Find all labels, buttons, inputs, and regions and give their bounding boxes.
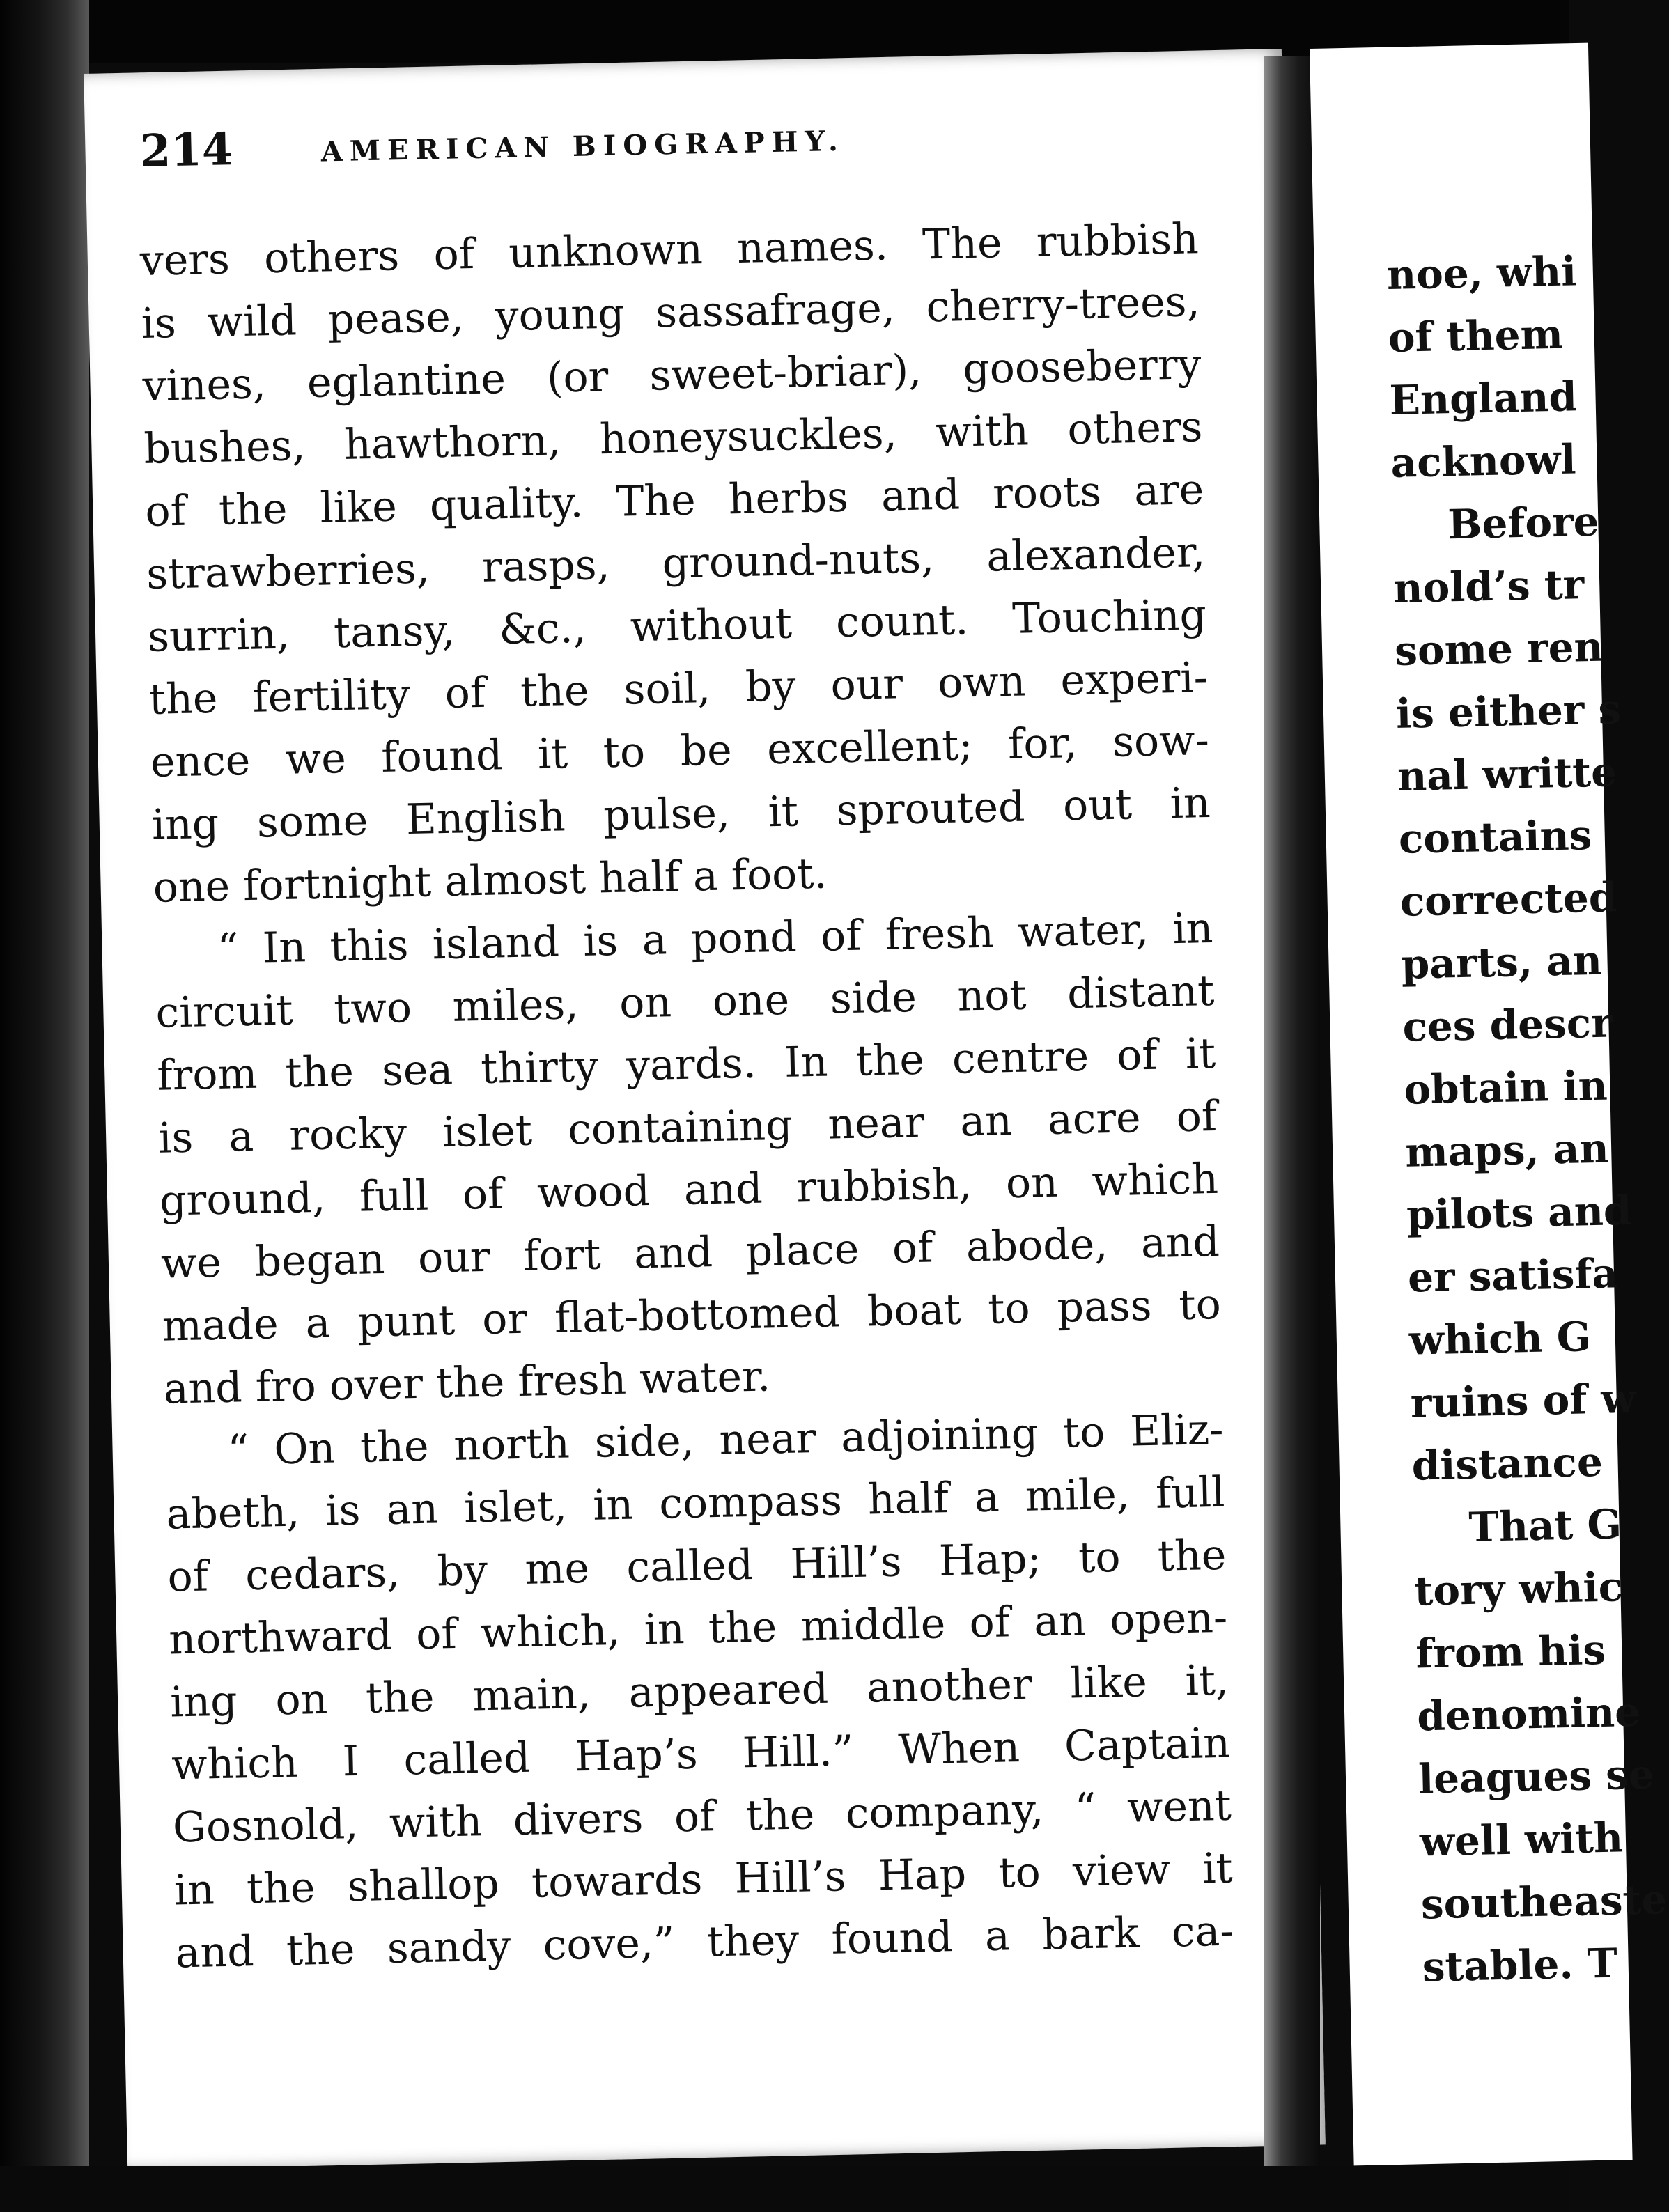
text-line: is a rocky islet containing near an acre of (157, 1091, 1218, 1163)
text-line: in the shallop towards Hill’s Hap to view it (173, 1844, 1234, 1915)
book-gutter (1264, 56, 1320, 2201)
text-line: vines, eglantine (or sweet-briar), gooseberry (141, 340, 1202, 411)
text-line: tory whic (1413, 1563, 1624, 1615)
text-line: and fro over the fresh water. (163, 1352, 771, 1414)
text-line: surrin, tansy, &c., without count. Touching (147, 591, 1207, 662)
text-line: and the sandy cove,” they found a bark ca- (175, 1906, 1235, 1978)
text-line: made a punt or flat-bottomed boat to pass to (162, 1279, 1222, 1351)
text-line: nal writte (1397, 748, 1617, 800)
text-line: southeaste (1420, 1876, 1668, 1929)
right-page-text (1386, 240, 1668, 1998)
text-line: some ren (1394, 623, 1604, 675)
text-line: ground, full of wood and rubbish, on which (159, 1154, 1219, 1226)
text-line: contains (1398, 811, 1592, 863)
text-line: of the like quality. The herbs and roots are (144, 465, 1204, 536)
text-line: Before (1447, 497, 1600, 549)
text-line: er satisfa (1407, 1249, 1619, 1302)
text-line: nold’s tr (1392, 561, 1585, 612)
text-line: stable. T (1422, 1939, 1618, 1991)
text-line: maps, an (1404, 1124, 1610, 1176)
text-line: obtain in (1403, 1061, 1608, 1114)
page-number: 214 (139, 123, 234, 178)
text-line: abeth, is an islet, in compass half a mile, full (165, 1467, 1226, 1539)
text-line: is either s (1395, 685, 1622, 738)
text-line: from the sea thirty yards. In the centre of it (156, 1029, 1216, 1100)
book-edge-shadow (0, 0, 89, 2212)
scan-background-bottom (0, 2166, 1569, 2212)
text-line: noe, whi (1386, 247, 1577, 299)
text-line: ence we found it to be excellent; for, sow- (150, 716, 1210, 787)
text-line: England (1389, 373, 1578, 424)
text-line: is wild pease, young sassafrage, cherry-trees, (141, 277, 1201, 348)
text-line: denomine (1416, 1688, 1641, 1740)
text-line: Gosnold, with divers of the company, “ went (172, 1781, 1232, 1853)
text-line: well with (1419, 1814, 1624, 1866)
running-title: AMERICAN BIOGRAPHY. (320, 124, 846, 169)
text-line: northward of which, in the middle of an open- (168, 1593, 1228, 1665)
text-line: ruins of w (1410, 1374, 1637, 1427)
text-line: That G (1468, 1500, 1622, 1551)
text-line: acknowl (1390, 435, 1577, 487)
text-line: parts, an (1400, 936, 1603, 988)
left-page-text (139, 208, 1234, 1984)
text-line: the fertility of the soil, by our own experi- (148, 653, 1209, 724)
text-line: ing some English pulse, it sprouted out in (151, 778, 1211, 850)
text-line: which I called Hap’s Hill.” When Captain (171, 1718, 1231, 1790)
text-line: from his (1415, 1626, 1606, 1678)
text-line: corrected (1399, 873, 1618, 926)
text-line: ing on the main, appeared another like it, (169, 1656, 1229, 1727)
text-line: we began our fort and place of abode, and (160, 1217, 1220, 1288)
text-line: which G (1408, 1313, 1592, 1364)
text-line: bushes, hawthorn, honeysuckles, with others (143, 403, 1203, 474)
text-line: pilots and (1406, 1186, 1633, 1239)
text-line: ces descr (1402, 999, 1613, 1051)
text-line: circuit two miles, on one side not distant (155, 966, 1215, 1038)
text-line: leagues se (1418, 1750, 1655, 1803)
text-line: distance (1411, 1438, 1604, 1490)
text-line: of cedars, by me called Hill’s Hap; to the (166, 1530, 1227, 1602)
text-line: vers others of unknown names. The rubbish (139, 215, 1200, 286)
text-line: “ In this island is a pond of fresh water, in (216, 903, 1214, 974)
text-line: strawberries, rasps, ground-nuts, alexander, (146, 528, 1206, 599)
text-line: “ On the north side, near adjoining to Eliz- (227, 1405, 1225, 1475)
text-line: one fortnight almost half a foot. (153, 849, 828, 912)
text-line: of them (1388, 310, 1564, 361)
